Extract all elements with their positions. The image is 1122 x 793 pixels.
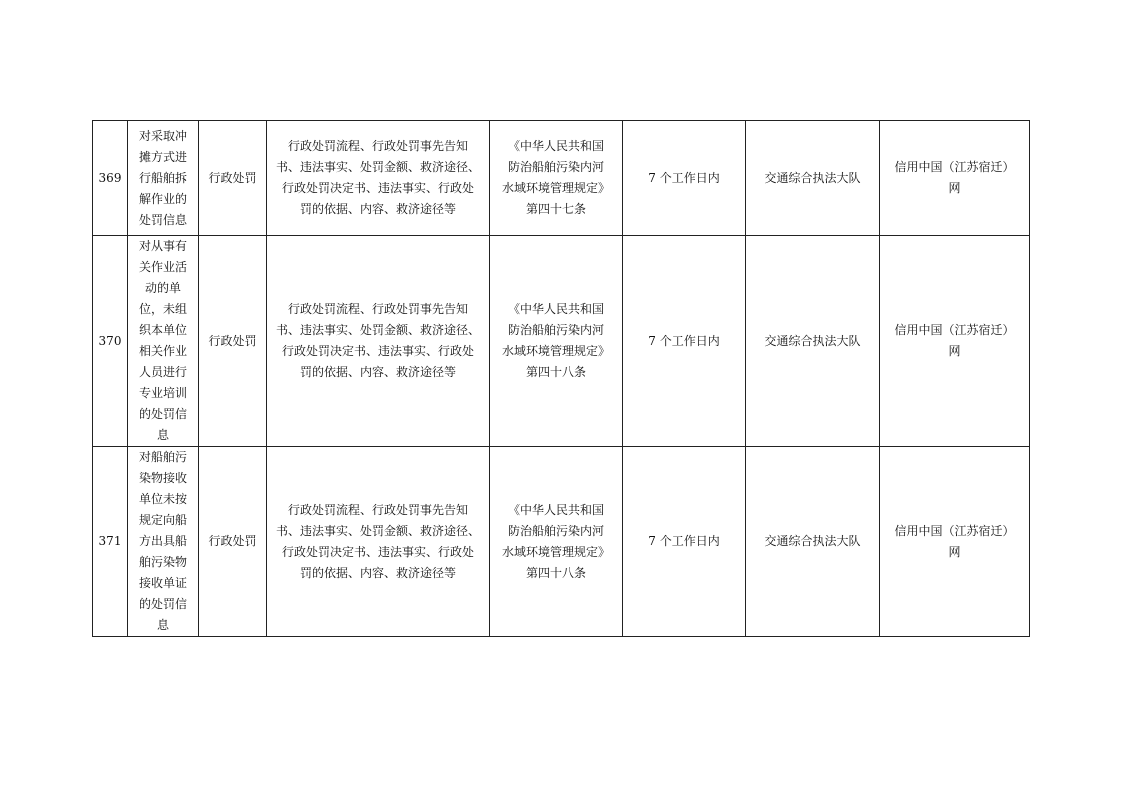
item-name: 对采取冲 摊方式进 行船舶拆 解作业的 处罚信息 bbox=[128, 121, 199, 236]
item-category: 行政处罚 bbox=[199, 447, 267, 637]
department: 交通综合执法大队 bbox=[746, 447, 880, 637]
disclosure-channel: 信用中国（江苏宿迁） 网 bbox=[880, 121, 1030, 236]
table-row bbox=[93, 447, 1030, 637]
table-row bbox=[93, 121, 1030, 236]
disclosure-table bbox=[92, 120, 1030, 637]
legal-basis: 《中华人民共和国 防治船舶污染内河 水域环境管理规定》 第四十八条 bbox=[490, 236, 623, 447]
department: 交通综合执法大队 bbox=[746, 236, 880, 447]
table-row bbox=[93, 236, 1030, 447]
time-limit: 7 个工作日内 bbox=[623, 236, 746, 447]
row-number: 369 bbox=[93, 121, 128, 236]
time-limit: 7 个工作日内 bbox=[623, 447, 746, 637]
row-number: 370 bbox=[93, 236, 128, 447]
item-name: 对船舶污 染物接收 单位未按 规定向船 方出具船 舶污染物 接收单证 的处罚信 息 bbox=[128, 447, 199, 637]
item-category: 行政处罚 bbox=[199, 236, 267, 447]
legal-basis: 《中华人民共和国 防治船舶污染内河 水域环境管理规定》 第四十八条 bbox=[490, 447, 623, 637]
item-name: 对从事有 关作业活 动的单 位，未组 织本单位 相关作业 人员进行 专业培训 的处罚信 息 bbox=[128, 236, 199, 447]
time-limit: 7 个工作日内 bbox=[623, 121, 746, 236]
disclosure-content: 行政处罚流程、行政处罚事先告知 书、违法事实、处罚金额、救济途径、 行政处罚决定书、违法事实、行政处 罚的依据、内容、救济途径等 bbox=[267, 121, 490, 236]
disclosure-channel: 信用中国（江苏宿迁） 网 bbox=[880, 236, 1030, 447]
row-number: 371 bbox=[93, 447, 128, 637]
department: 交通综合执法大队 bbox=[746, 121, 880, 236]
disclosure-content: 行政处罚流程、行政处罚事先告知 书、违法事实、处罚金额、救济途径、 行政处罚决定书、违法事实、行政处 罚的依据、内容、救济途径等 bbox=[267, 447, 490, 637]
disclosure-content: 行政处罚流程、行政处罚事先告知 书、违法事实、处罚金额、救济途径、 行政处罚决定书、违法事实、行政处 罚的依据、内容、救济途径等 bbox=[267, 236, 490, 447]
legal-basis: 《中华人民共和国 防治船舶污染内河 水域环境管理规定》 第四十七条 bbox=[490, 121, 623, 236]
item-category: 行政处罚 bbox=[199, 121, 267, 236]
disclosure-channel: 信用中国（江苏宿迁） 网 bbox=[880, 447, 1030, 637]
